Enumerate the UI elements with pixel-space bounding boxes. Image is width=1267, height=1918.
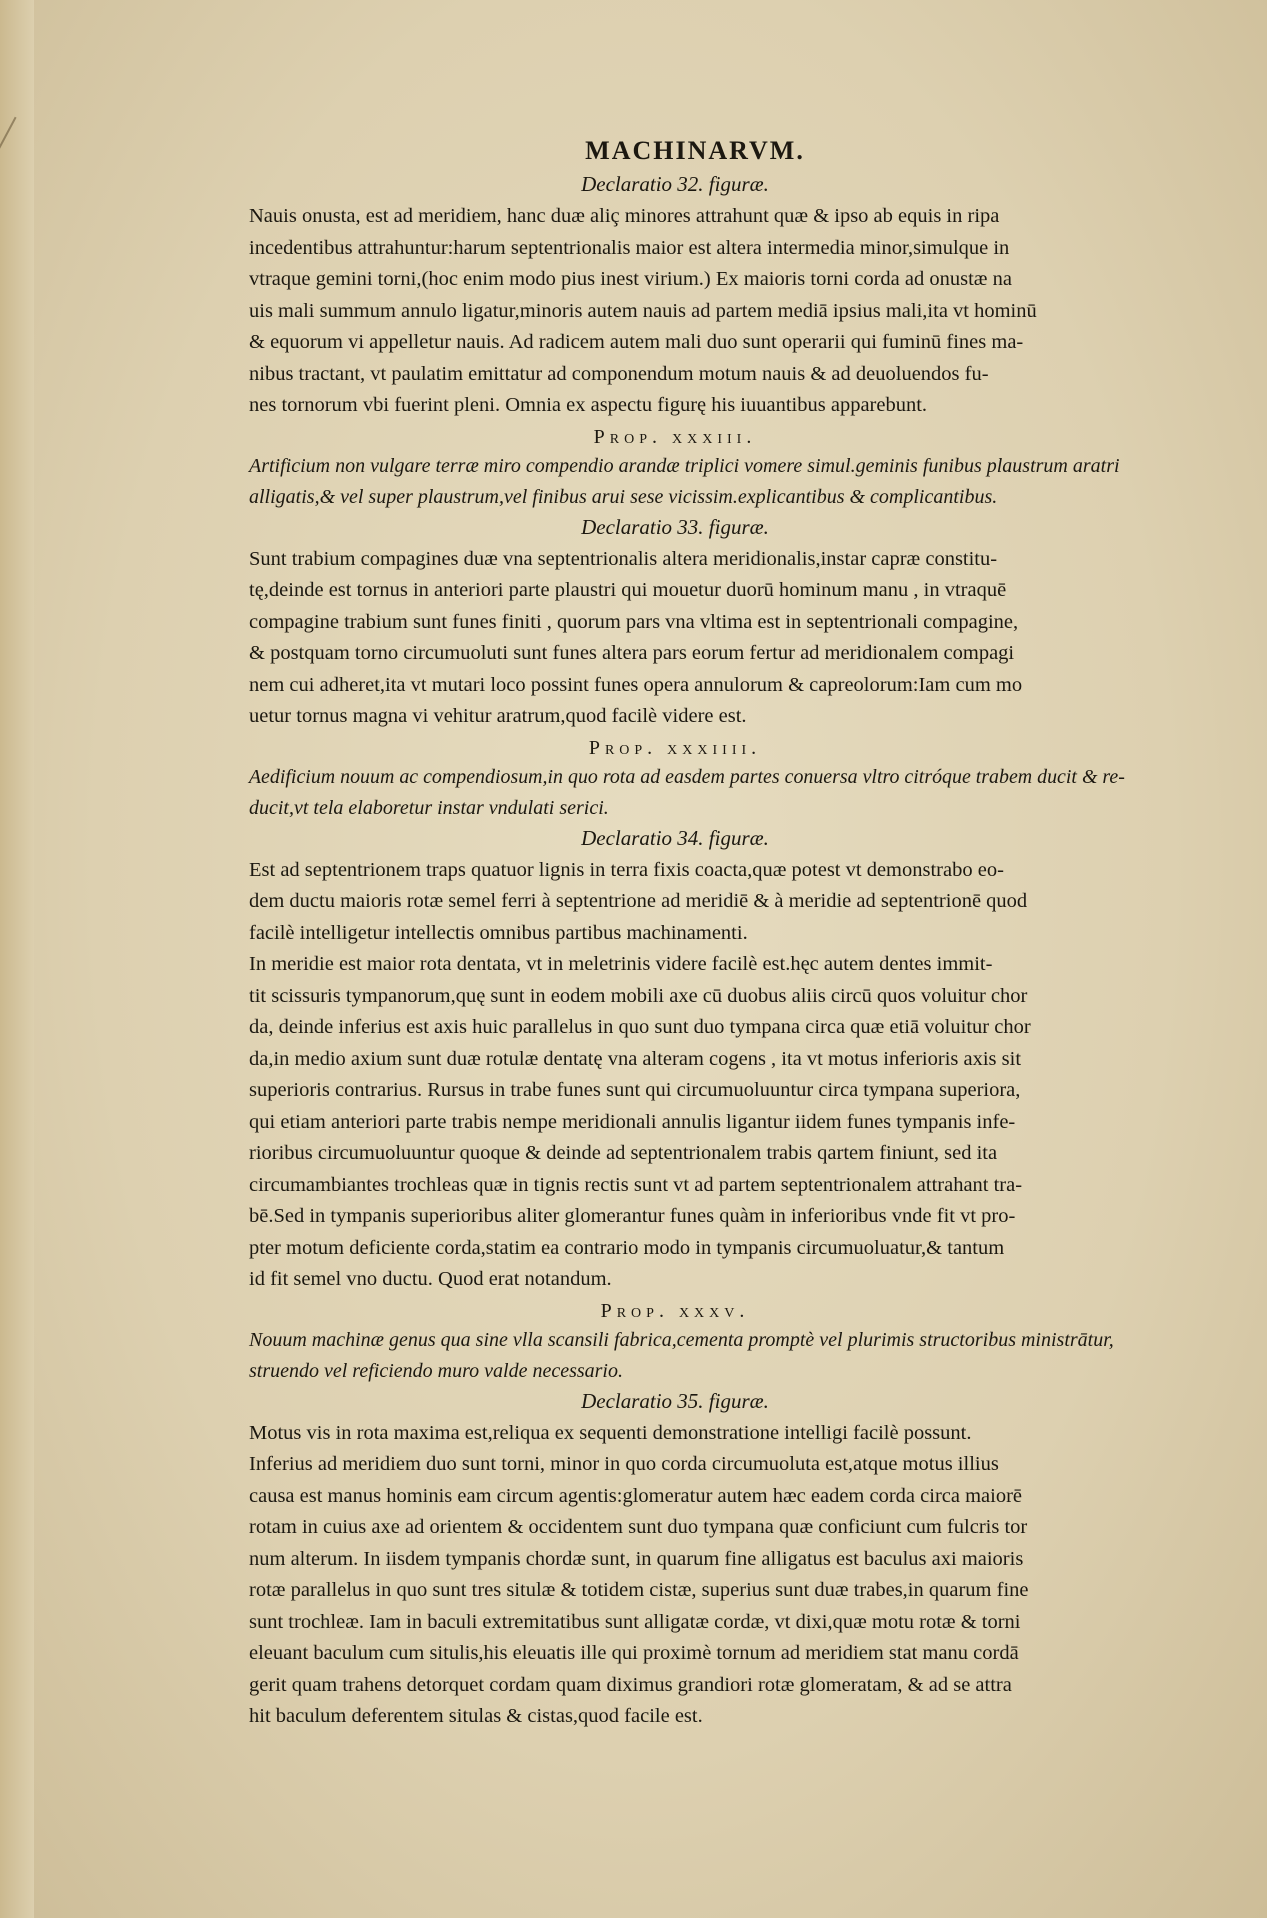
title-line: Aedificium nouum ac compendiosum,in quo rota ad easdem partes conuersa vltro citróque trabem ducit & re- <box>248 765 1125 788</box>
text-line: vtraque gemini torni,(hoc enim modo pius inest virium.) Ex maioris torni corda ad onustæ na <box>249 268 1012 290</box>
text-line: nes tornorum vbi fuerint pleni. Omnia ex aspectu figurę his iuuantibus apparebunt. <box>249 394 928 416</box>
paragraph <box>225 201 1125 422</box>
paragraph <box>225 855 1125 950</box>
text-line: dem ductu maioris rotæ semel ferri à septentrione ad meridiē & à meridie ad septentrionē quod <box>249 890 1028 912</box>
text-line: causa est manus hominis eam circum agentis:glomeratur autem hæc eadem corda circa maiorē <box>249 1484 1023 1507</box>
text-line: compagine trabium sunt funes finiti , quorum pars vna vltima est in septentrionali compagine, <box>249 610 1019 633</box>
text-line: Motus vis in rota maxima est,reliqua ex sequenti demonstratione intelligi facilè possunt. <box>249 1421 972 1444</box>
title-line: struendo vel reficiendo muro valde necessario. <box>249 1359 623 1382</box>
text-block <box>225 136 1125 1733</box>
text-line: uis mali summum annulo ligatur,minoris autem nauis ad partem mediā ipsius mali,ita vt hominū <box>249 299 1037 322</box>
text-line: id fit semel vno ductu. Quod erat notandum. <box>249 1268 612 1290</box>
text-line: qui etiam anteriori parte trabis nempe meridionali annulis ligantur iidem funes tympanis infe- <box>249 1110 1016 1133</box>
proposition-title <box>225 451 1125 513</box>
proposition-title <box>225 762 1125 824</box>
running-head: MACHINARVM. <box>585 136 805 165</box>
text-line: tę,deinde est tornus in anteriori parte plaustri qui mouetur duorū hominum manu , in vtraquē <box>249 579 1007 601</box>
paragraph <box>225 949 1125 1296</box>
text-line: In meridie est maior rota dentata, vt in meletrinis videre facilè est.hęc autem dentes immit- <box>249 953 993 975</box>
paragraph <box>225 1418 1125 1450</box>
title-line: alligatis,& vel super plaustrum,vel finibus arui sese vicissim.explicantibus & complicantibus. <box>249 485 998 508</box>
proposition-heading: Prop. xxxiiii. <box>588 736 762 759</box>
paragraph <box>225 1449 1125 1733</box>
text-line: rotæ parallelus in quo sunt tres situlæ & totidem cistæ, superius sunt duæ trabes,in quarum fine <box>249 1579 1029 1601</box>
text-line: nibus tractant, vt paulatim emittatur ad componendum motum nauis & ad deuoluendos fu- <box>249 362 989 385</box>
paragraph <box>225 544 1125 733</box>
text-line: uetur tornus magna vi vehitur aratrum,quod facilè videre est. <box>249 705 747 727</box>
text-line: rioribus circumuoluuntur quoque & deinde ad septentrionalem trabis qartem finiunt, sed ita <box>249 1142 998 1164</box>
text-line: gerit quam trahens detorquet cordam quam diximus grandiori rotæ glomeratam, & ad se attra <box>249 1673 1012 1696</box>
proposition-title <box>225 1325 1125 1387</box>
text-line: Est ad septentrionem traps quatuor lignis in terra fixis coacta,quæ potest vt demonstrabo eo- <box>249 858 1004 881</box>
declaratio-heading: Declaratio 32. figuræ. <box>581 172 769 196</box>
text-line: bē.Sed in tympanis superioribus aliter glomerantur funes quàm in inferioribus vnde fit vt pro- <box>249 1205 1016 1227</box>
text-line: da, deinde inferius est axis huic parallelus in quo sunt duo tympana circa quæ etiā voluitur chor <box>249 1016 1031 1038</box>
text-line: Inferius ad meridiem duo sunt torni, minor in quo corda circumuoluta est,atque motus illius <box>249 1453 999 1475</box>
text-line: superioris contrarius. Rursus in trabe funes sunt qui circumuoluuntur circa tympana superiora, <box>249 1079 1021 1101</box>
page-edge-shadow <box>0 0 34 1918</box>
text-line: incedentibus attrahuntur:harum septentrionalis maior est altera intermedia minor,simulque in <box>249 236 1010 259</box>
declaratio-heading: Declaratio 33. figuræ. <box>581 514 769 539</box>
text-line: Nauis onusta, est ad meridiem, hanc duæ aliç minores attrahunt quæ & ipso ab equis in ripa <box>249 205 1000 227</box>
title-line: Nouum machinæ genus qua sine vlla scansili fabrica,cementa promptè vel plurimis structoribus ministrātur, <box>249 1328 1114 1351</box>
declaratio-heading: Declaratio 34. figuræ. <box>581 825 769 850</box>
declaratio-heading: Declaratio 35. figuræ. <box>581 1388 769 1413</box>
text-line: facilè intelligetur intellectis omnibus partibus machinamenti. <box>249 921 748 944</box>
text-line: pter motum deficiente corda,statim ea contrario modo in tympanis circumuoluatur,& tantum <box>249 1236 1005 1259</box>
text-line: tit scissuris tympanorum,quę sunt in eodem mobili axe cū duobus aliis circū quos voluitur chor <box>249 984 1028 1007</box>
proposition-heading: Prop. xxxv. <box>600 1299 750 1322</box>
text-line: eleuant baculum cum situlis,his eleuatis ille qui proximè tornum ad meridiem stat manu cordā <box>249 1642 1019 1664</box>
title-line: ducit,vt tela elaboretur instar vndulati serici. <box>249 796 609 819</box>
title-line: Artificium non vulgare terræ miro compendio arandæ triplici vomere simul.geminis funibus plaustrum aratri <box>249 454 1120 477</box>
text-line: num alterum. In iisdem tympanis chordæ sunt, in quarum fine alligatus est baculus axi maioris <box>249 1547 1024 1570</box>
text-line: circumambiantes trochleas quæ in tignis rectis sunt vt ad partem septentrionalem attrahant tra- <box>249 1173 1023 1196</box>
text-line: sunt trochleæ. Iam in baculi extremitatibus sunt alligatæ cordæ, vt dixi,quæ motu rotæ & torni <box>249 1610 1021 1633</box>
text-line: & postquam torno circumuoluti sunt funes altera pars eorum fertur ad meridionalem compagi <box>249 642 1015 664</box>
text-line: & equorum vi appelletur nauis. Ad radicem autem mali duo sunt operarii qui fuminū fines ma- <box>249 331 1024 353</box>
text-line: rotam in cuius axe ad orientem & occidentem sunt duo tympana quæ conficiunt cum fulcris tor <box>249 1516 1028 1538</box>
text-line: da,in medio axium sunt duæ rotulæ dentatę vna alteram cogens , ita vt motus inferioris axis sit <box>249 1047 1022 1070</box>
proposition-heading: Prop. xxxiii. <box>593 425 757 448</box>
text-line: nem cui adheret,ita vt mutari loco possint funes opera annulorum & capreolorum:Iam cum mo <box>249 673 1023 696</box>
text-line: Sunt trabium compagines duæ vna septentrionalis altera meridionalis,instar capræ constitu- <box>249 547 998 570</box>
text-line: hit baculum deferentem situlas & cistas,quod facile est. <box>249 1705 703 1727</box>
